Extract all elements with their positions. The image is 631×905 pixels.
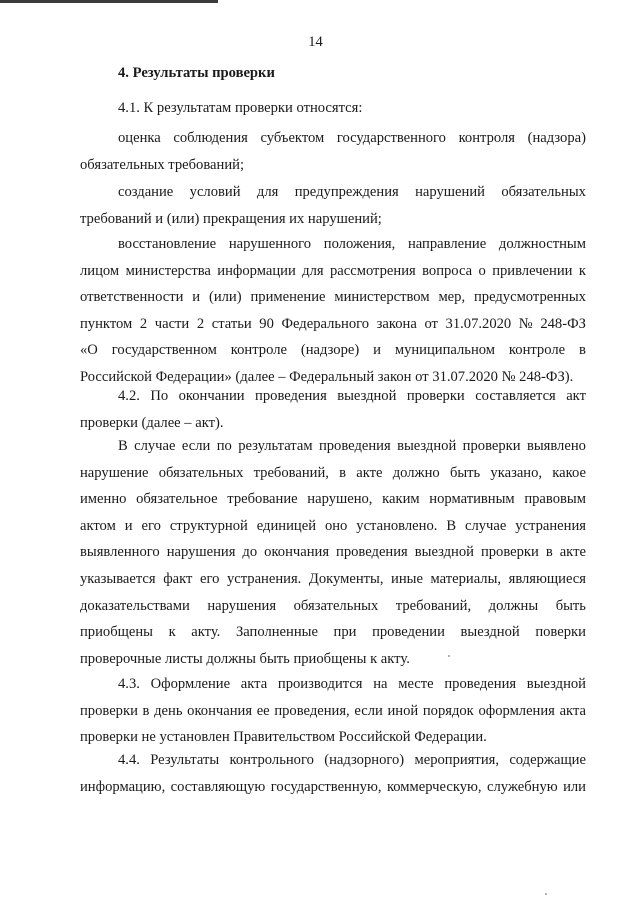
scan-edge-line [0,0,218,3]
paragraph-line: обязательных требований; [80,156,245,173]
paragraph-line: актом и его структурной единицей оно установлено. В случае устранения [80,517,586,534]
paragraph-line: 4.4. Результаты контрольного (надзорного) мероприятия, содержащие [118,752,586,768]
paragraph-line: создание условий для предупреждения нарушений обязательных [118,184,586,200]
paragraph-line: выявленного нарушения до окончания проведения выездной проверки в акте [80,544,586,561]
paragraph-line: проверки (далее – акт). [80,414,224,431]
page-number: 14 [308,34,323,50]
paragraph-line: указывается факт его устранения. Документы, иные материалы, являющиеся [80,571,586,587]
paragraph-line: лицом министерства информации для рассмотрения вопроса о привлечении к [80,262,586,279]
paragraph-line: восстановление нарушенного положения, направление должностным [118,236,586,252]
paragraph-line: именно обязательное требование нарушено, каким нормативным правовым [80,491,586,508]
scan-speck [545,893,547,895]
paragraph-line: требований и (или) прекращения их нарушений; [80,210,382,227]
paragraph-line: «О государственном контроле (надзоре) и муниципальном контроле в [80,342,586,359]
paragraph-line: 4.2. По окончании проведения выездной проверки составляется акт [118,388,586,404]
paragraph-line: 4.1. К результатам проверки относятся: [118,100,363,116]
paragraph-line: 4.3. Оформление акта производится на месте проведения выездной [118,676,586,692]
paragraph-line: нарушение обязательных требований, в акте должно быть указано, какое [80,464,586,481]
section-heading: 4. Результаты проверки [118,65,275,81]
paragraph-line: доказательствами нарушения обязательных требований, должны быть [80,597,586,614]
paragraph-line: проверочные листы должны быть приобщены к акту. [80,650,410,667]
paragraph-line: проверки не установлен Правительством Российской Федерации. [80,729,487,746]
paragraph-line: В случае если по результатам проведения выездной проверки выявлено [118,438,586,454]
paragraph-line: приобщены к акту. Заполненные при проведении выездной поверки [80,624,586,641]
paragraph-line: пунктом 2 части 2 статьи 90 Федерального закона от 31.07.2020 № 248-ФЗ [80,315,586,332]
paragraph-line: проверки в день окончания ее проведения, если иной порядок оформления акта [80,702,586,719]
paragraph-line: ответственности и (или) применение министерством мер, предусмотренных [80,289,586,306]
paragraph-line: оценка соблюдения субъектом государственного контроля (надзора) [118,130,586,146]
scan-speck [448,655,450,657]
paragraph-line: Российской Федерации» (далее – Федеральный закон от 31.07.2020 № 248-ФЗ). [80,369,574,385]
paragraph-line: информацию, составляющую государственную, коммерческую, служебную или [80,778,586,795]
